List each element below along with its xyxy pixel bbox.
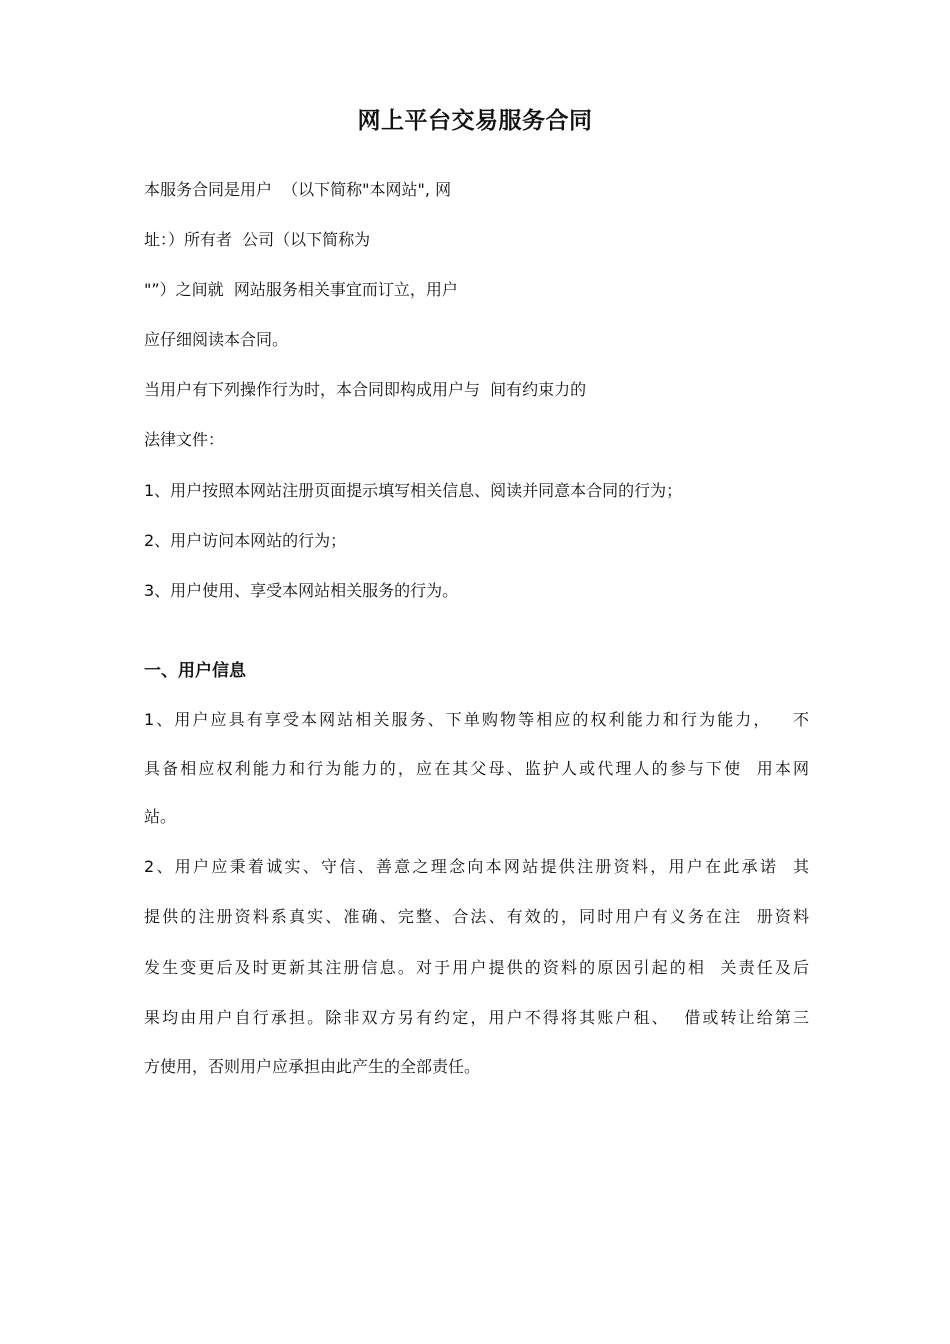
intro-line: 法律文件：	[144, 430, 225, 449]
list-item: 1、用户按照本网站注册页面提示填写相关信息、阅读并同意本合同的行为；	[144, 481, 683, 500]
paragraph-line: 站。	[144, 807, 177, 826]
intro-line: 应仔细阅读本合同。	[144, 330, 289, 349]
paragraph-line: 具备相应权利能力和行为能力的，应在其父母、监护人或代理人的参与下使 用本网	[144, 759, 809, 778]
paragraph-line: 发生变更后及时更新其注册信息。对于用户提供的资料的原因引起的相 关责任及后	[144, 958, 809, 977]
paragraph-line: 果均由用户自行承担。除非双方另有约定，用户不得将其账户租、 借或转让给第三	[144, 1008, 809, 1027]
list-item: 2、用户访问本网站的行为；	[144, 531, 347, 550]
intro-line: 址：）所有者 公司（以下简称为	[144, 230, 371, 249]
paragraph-line: 2、用户应秉着诚实、守信、善意之理念向本网站提供注册资料，用户在此承诺 其	[144, 857, 809, 876]
paragraph-line: 提供的注册资料系真实、准确、完整、合法、有效的，同时用户有义务在注 册资料	[144, 907, 809, 926]
document-title: 网上平台交易服务合同	[357, 108, 593, 134]
list-item: 3、用户使用、享受本网站相关服务的行为。	[144, 581, 459, 600]
intro-line: 本服务合同是用户 （以下简称"本网站", 网	[144, 180, 452, 199]
intro-line: "”）之间就 网站服务相关事宜而订立，用户	[144, 280, 458, 299]
paragraph-line: 1、用户应具有享受本网站相关服务、下单购物等相应的权利能力和行为能力， 不	[144, 710, 809, 729]
section-heading: 一、用户信息	[144, 661, 246, 681]
intro-line: 当用户有下列操作行为时，本合同即构成用户与 间有约束力的	[144, 380, 587, 399]
paragraph-line: 方使用，否则用户应承担由此产生的全部责任。	[144, 1057, 481, 1076]
